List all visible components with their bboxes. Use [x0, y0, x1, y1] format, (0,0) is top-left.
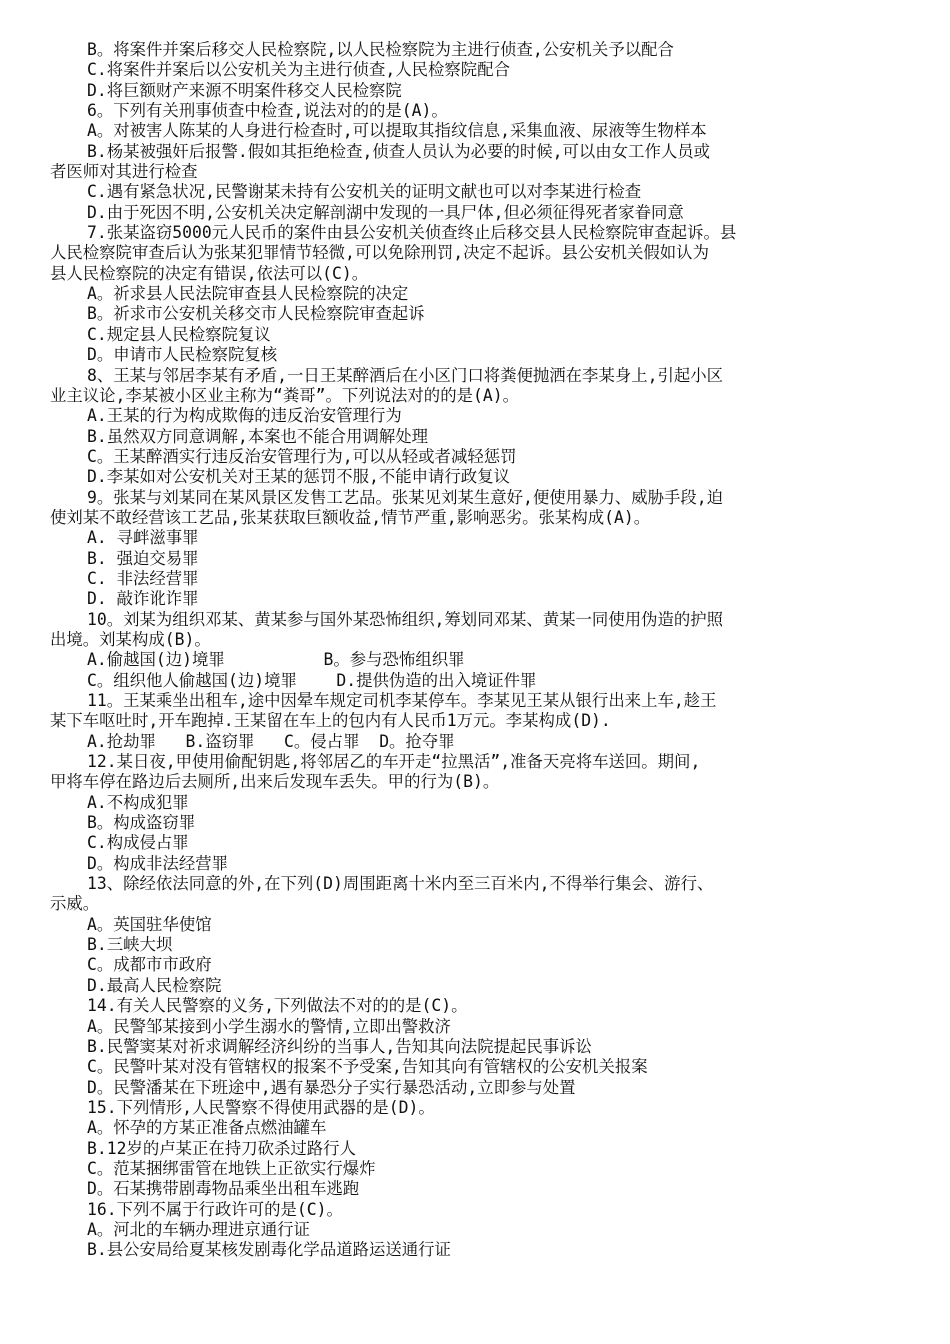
- text-line: 16.下列不属于行政许可的是(C)。: [87, 1199, 343, 1219]
- text-line: A。英国驻华使馆: [87, 914, 212, 934]
- text-line: A.王某的行为构成欺侮的违反治安管理行为: [87, 406, 402, 426]
- text-line: 13、除经依法同意的外,在下列(D)周围距离十米内至三百米内,不得举行集会、游行、: [87, 874, 714, 894]
- document-body: [50, 40, 898, 1261]
- text-line: B.县公安局给夏某核发剧毒化学品道路运送通行证: [87, 1240, 451, 1260]
- text-line: 甲将车停在路边后去厕所,出来后发现车丢失。甲的行为(B)。: [50, 772, 500, 792]
- text-line: 使刘某不敢经营该工艺品,张某获取巨额收益,情节严重,影响恶劣。张某构成(A)。: [50, 507, 651, 527]
- text-line: 示威。: [50, 894, 100, 914]
- text-line: C.构成侵占罪: [87, 833, 189, 853]
- text-line: 7.张某盗窃5000元人民币的案件由县公安机关侦查终止后移交县人民检察院审查起诉。县: [87, 223, 737, 243]
- text-line: C。成都市市政府: [87, 955, 212, 975]
- text-line: C。组织他人偷越国(边)境罪 D.提供伪造的出入境证件罪: [87, 670, 537, 690]
- text-line: A.抢劫罪 B.盗窃罪 C。侵占罪 D。抢夺罪: [87, 731, 455, 751]
- text-line: A。民警邹某接到小学生溺水的警情,立即出警救济: [87, 1016, 451, 1036]
- text-line: B。将案件并案后移交人民检察院,以人民检察院为主进行侦查,公安机关予以配合: [87, 40, 674, 59]
- text-line: 12.某日夜,甲使用偷配钥匙,将邻居乙的车开走“拉黑活”,准备天亮将车送回。期间,: [87, 752, 701, 772]
- text-line: A。怀孕的方某正准备点燃油罐车: [87, 1118, 327, 1138]
- text-line: B。构成盗窃罪: [87, 813, 196, 833]
- text-line: C.遇有紧急状况,民警谢某未持有公安机关的证明文献也可以对李某进行检查: [87, 182, 642, 202]
- text-line: 15.下列情形,人民警察不得使用武器的是(D)。: [87, 1097, 435, 1117]
- text-line: D。申请市人民检察院复核: [87, 345, 278, 365]
- text-line: 10。刘某为组织邓某、黄某参与国外某恐怖组织,筹划同邓某、黄某一同使用伪造的护照: [87, 609, 724, 629]
- text-line: A. 寻衅滋事罪: [87, 528, 199, 548]
- text-line: 14.有关人民警察的义务,下列做法不对的的是(C)。: [87, 996, 468, 1016]
- text-line: D.由于死因不明,公安机关决定解剖湖中发现的一具尸体,但必须征得死者家眷同意: [87, 202, 684, 222]
- text-line: A。祈求县人民法院审查县人民检察院的决定: [87, 284, 409, 304]
- text-line: 6。下列有关刑事侦查中检查,说法对的的是(A)。: [87, 101, 448, 121]
- text-line: 9。张某与刘某同在某风景区发售工艺品。张某见刘某生意好,便使用暴力、威胁手段,迫: [87, 487, 724, 507]
- text-line: B.虽然双方同意调解,本案也不能合用调解处理: [87, 426, 429, 446]
- text-line: A.偷越国(边)境罪 B。参与恐怖组织罪: [87, 650, 465, 670]
- text-line: 县人民检察院的决定有错误,依法可以(C)。: [50, 263, 369, 283]
- text-line: C。范某捆绑雷管在地铁上正欲实行爆炸: [87, 1158, 376, 1178]
- text-line: B. 强迫交易罪: [87, 548, 199, 568]
- text-line: B。祈求市公安机关移交市人民检察院审查起诉: [87, 304, 425, 324]
- text-line: 业主议论,李某被小区业主称为“粪哥”。下列说法对的的是(A)。: [50, 385, 519, 405]
- text-line: B.杨某被强奸后报警.假如其拒绝检查,侦查人员认为必要的时候,可以由女工作人员或: [87, 141, 711, 161]
- text-line: C. 非法经营罪: [87, 568, 199, 588]
- text-line: B.三峡大坝: [87, 935, 173, 955]
- text-line: D. 敲诈讹诈罪: [87, 589, 199, 609]
- text-line: 8、王某与邻居李某有矛盾,一日王某醉酒后在小区门口将粪便抛洒在李某身上,引起小区: [87, 365, 724, 385]
- text-line: C.将案件并案后以公安机关为主进行侦查,人民检察院配合: [87, 60, 510, 80]
- text-line: D.李某如对公安机关对王某的惩罚不服,不能申请行政复议: [87, 467, 510, 487]
- text-line: 某下车呕吐时,开车跑掉.王某留在车上的包内有人民币1万元。李某构成(D).: [50, 711, 611, 731]
- text-line: 者医师对其进行检查: [50, 162, 198, 182]
- text-line: D.最高人民检察院: [87, 975, 222, 995]
- text-line: D.将巨额财产来源不明案件移交人民检察院: [87, 80, 402, 100]
- text-line: D。民警潘某在下班途中,遇有暴恐分子实行暴恐活动,立即参与处置: [87, 1077, 576, 1097]
- text-line: 11。王某乘坐出租车,途中因晕车规定司机李某停车。李某见王某从银行出来上车,趁王: [87, 691, 717, 710]
- text-line: D。石某携带剧毒物品乘坐出租车逃跑: [87, 1179, 360, 1199]
- text-line: C。民警叶某对没有管辖权的报案不予受案,告知其向有管辖权的公安机关报案: [87, 1057, 648, 1077]
- text-line: C。王某醉酒实行违反治安管理行为,可以从轻或者减轻惩罚: [87, 446, 517, 466]
- text-line: B.12岁的卢某正在持刀砍杀过路行人: [87, 1138, 356, 1158]
- text-line: D。构成非法经营罪: [87, 853, 228, 873]
- text-line: 人民检察院审查后认为张某犯罪情节轻微,可以免除刑罚,决定不起诉。县公安机关假如认为: [50, 243, 709, 263]
- text-line: A.不构成犯罪: [87, 792, 189, 812]
- text-line: B.民警窦某对祈求调解经济纠纷的当事人,告知其向法院提起民事诉讼: [87, 1036, 592, 1056]
- text-line: A。对被害人陈某的人身进行检查时,可以提取其指纹信息,采集血液、尿液等生物样本: [87, 121, 707, 141]
- text-line: 出境。刘某构成(B)。: [50, 629, 211, 649]
- text-line: A。河北的车辆办理进京通行证: [87, 1219, 310, 1239]
- text-line: C.规定县人民检察院复议: [87, 324, 271, 344]
